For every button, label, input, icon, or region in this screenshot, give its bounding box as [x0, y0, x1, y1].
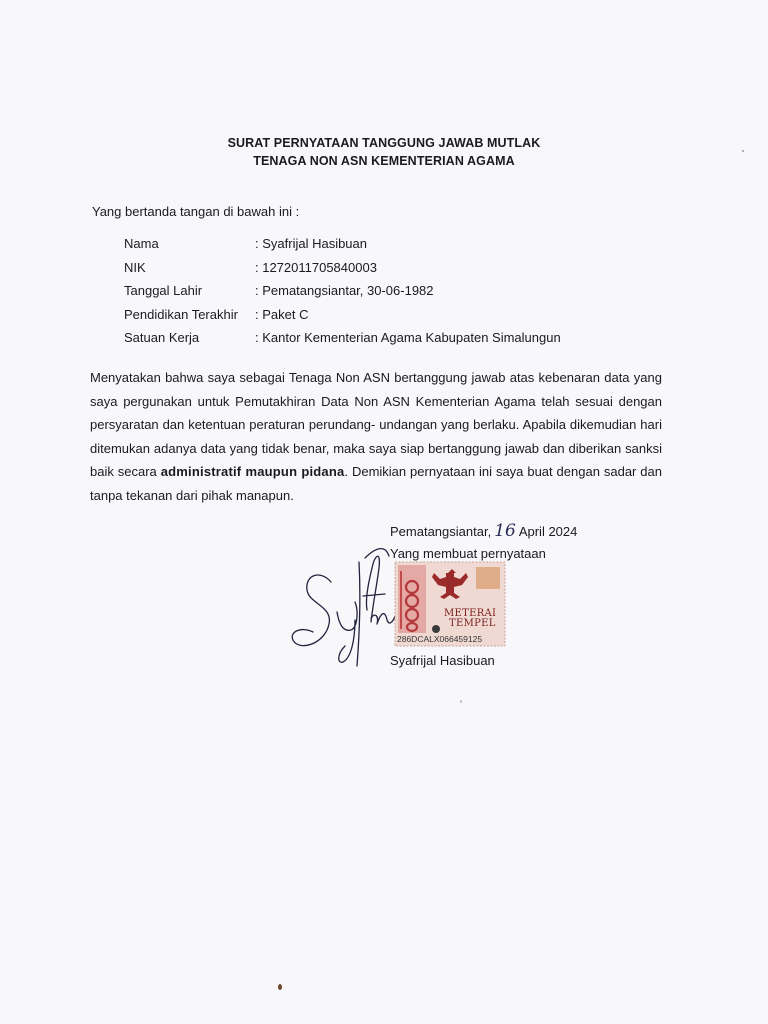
- field-value: : Paket C: [255, 306, 309, 322]
- intro-text: Yang bertanda tangan di bawah ini :: [92, 204, 300, 219]
- title-line-2: TENAGA NON ASN KEMENTERIAN AGAMA: [253, 154, 515, 168]
- statement-text-after: . Demikian pernyataan ini saya buat dengan sadar dan tanpa tekanan dari pihak manapun.: [90, 464, 662, 503]
- paper-speck: [460, 700, 462, 703]
- statement-paragraph: [90, 366, 662, 508]
- signing-month-year: April 2024: [518, 524, 578, 539]
- statement-body: [90, 366, 662, 508]
- paper-speck: [278, 984, 282, 990]
- field-label: Pendidikan Terakhir: [124, 306, 238, 322]
- signing-place: Pematangsiantar,: [390, 524, 492, 539]
- paper-speck: [742, 150, 744, 152]
- handwritten-day: 16: [494, 521, 516, 541]
- field-label: NIK: [124, 259, 146, 275]
- maker-label: Yang membuat pernyataan: [390, 546, 546, 561]
- field-label: Nama: [124, 236, 159, 251]
- field-value: : Syafrijal Hasibuan: [255, 236, 367, 251]
- field-label: Satuan Kerja: [124, 330, 200, 345]
- signing-date: [390, 521, 577, 541]
- statement-text-before: Menyatakan bahwa saya sebagai Tenaga Non ASN bertanggung jawab atas kebenaran data yang saya pergunakan untuk Pemutakhiran Data Non ASN Kementerian Agama telah sesuai dengan persyaratan dan ketentuan peraturan perundang- undangan yang berlaku. Apabila dikemudian hari ditemukan adanya data yang tidak benar, maka saya siap bertanggung jawab dan diberikan sanksi baik secara: [90, 370, 662, 480]
- meterai-tempel-stamp-icon: [394, 561, 506, 647]
- field-value: : Kantor Kementerian Agama Kabupaten Simalungun: [255, 330, 561, 345]
- field-value: : Pematangsiantar, 30-06-1982: [255, 283, 434, 298]
- statement-bold-text: administratif maupun pidana: [160, 464, 345, 480]
- stamp-serial: 286DCALX066459125: [397, 634, 483, 644]
- stamp-line-1: METERAI: [444, 608, 497, 619]
- document-title: [0, 134, 768, 170]
- signer-name: Syafrijal Hasibuan: [390, 653, 495, 668]
- title-line-1: SURAT PERNYATAAN TANGGUNG JAWAB MUTLAK: [227, 136, 541, 150]
- stamp-line-2: TEMPEL: [449, 618, 496, 629]
- field-label: Tanggal Lahir: [124, 283, 203, 298]
- field-value: : 1272011705840003: [255, 259, 377, 275]
